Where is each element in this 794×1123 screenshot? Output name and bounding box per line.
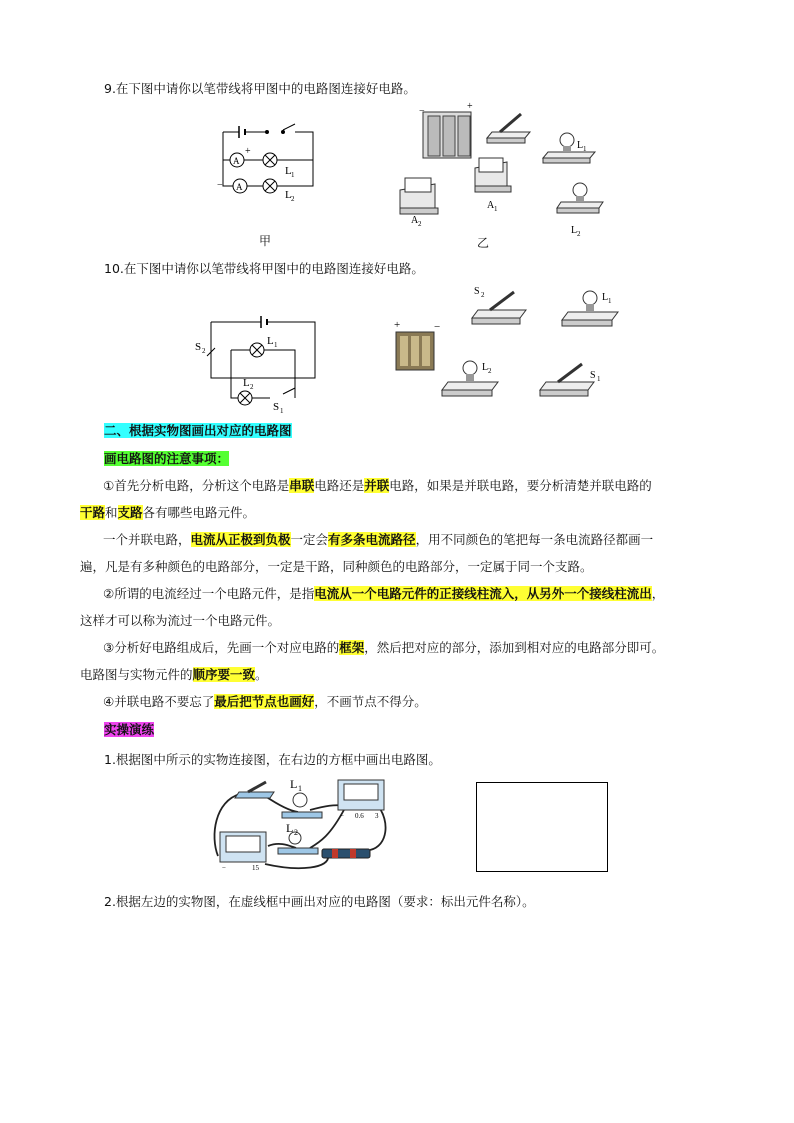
ammeter-a1-icon	[475, 158, 511, 192]
q9-circuit-diagram	[215, 118, 320, 203]
l2-label: L	[285, 189, 292, 201]
label-jia: 甲	[259, 234, 272, 248]
svg-text:+: +	[394, 319, 401, 331]
note-paragraph-3: ②所谓的电流经过一个电路元件，是指电流从一个电路元件的正接线柱流入，从另外一个接线柱流出， 这样才可以称为流过一个电路元件。	[80, 586, 665, 628]
practice-1-physical-circuit	[210, 776, 390, 872]
svg-text:S: S	[273, 401, 280, 413]
svg-text:2: 2	[202, 347, 206, 355]
practice-question-1: 1.根据图中所示的实物连接图，在右边的方框中画出电路图。	[104, 752, 441, 767]
svg-text:2: 2	[291, 195, 295, 203]
svg-text:L: L	[482, 362, 489, 373]
svg-text:L: L	[602, 292, 609, 303]
svg-text:2: 2	[418, 220, 422, 228]
battery-pack-icon	[423, 112, 471, 158]
svg-text:2: 2	[481, 291, 485, 299]
bulb-l1-icon	[543, 133, 595, 163]
svg-text:S: S	[195, 341, 202, 353]
bulb-l2-icon	[557, 183, 603, 213]
note-paragraph-4: ③分析好电路组成后，先画一个对应电路的框架，然后把对应的部分，添加到相对应的电路部分即可。 电路图与实物元件的顺序要一致。	[80, 640, 665, 682]
svg-text:−: −	[419, 106, 425, 117]
note-paragraph-5: ④并联电路不要忘了最后把节点也画好，不画节点不得分。	[103, 694, 427, 709]
svg-text:−: −	[434, 321, 441, 333]
svg-text:L: L	[267, 335, 274, 347]
bulb-l1-icon	[282, 793, 322, 818]
svg-text:2: 2	[294, 828, 298, 837]
svg-text:L: L	[571, 225, 578, 236]
minus-sign: −	[217, 180, 223, 191]
ammeter-top-icon	[338, 780, 384, 810]
svg-text:2: 2	[577, 230, 581, 238]
svg-text:2: 2	[250, 383, 254, 391]
svg-text:S: S	[590, 370, 596, 381]
practice-question-2: 2.根据左边的实物图，在虚线框中画出对应的电路图（要求：标出元件名称）。	[104, 894, 535, 909]
svg-text:1: 1	[291, 171, 295, 179]
svg-text:1: 1	[494, 205, 498, 213]
svg-text:L: L	[290, 777, 298, 791]
svg-text:3: 3	[375, 812, 379, 820]
q9-physical-components	[395, 100, 610, 240]
ammeter-a2-label: A	[236, 182, 243, 192]
svg-text:1: 1	[583, 145, 587, 153]
question-9: 9.在下图中请你以笔带线将甲图中的电路图连接好电路。	[104, 81, 416, 96]
bulb-l2-icon	[278, 832, 318, 854]
svg-text:L: L	[286, 821, 294, 835]
svg-text:15: 15	[252, 864, 259, 872]
answer-box[interactable]	[476, 782, 608, 872]
q10-physical-components	[390, 282, 620, 407]
svg-text:1: 1	[280, 407, 284, 415]
ammeter-a-label: A	[233, 156, 240, 166]
battery-icon	[396, 332, 434, 370]
svg-text:+: +	[467, 101, 473, 112]
svg-text:2: 2	[488, 367, 492, 375]
q10-circuit-diagram	[195, 308, 325, 413]
svg-text:L: L	[243, 377, 250, 389]
svg-text:1: 1	[298, 784, 302, 793]
ammeter-a2-icon	[400, 178, 438, 214]
svg-text:A: A	[411, 215, 419, 226]
plus-sign: +	[245, 146, 251, 157]
voltmeter-icon	[220, 832, 266, 862]
l1-label: L	[285, 165, 292, 177]
svg-text:−: −	[222, 864, 226, 872]
svg-text:−: −	[340, 812, 344, 820]
svg-text:1: 1	[608, 297, 612, 305]
svg-text:L: L	[577, 140, 584, 151]
switch-icon	[235, 782, 274, 798]
svg-text:0.6: 0.6	[355, 812, 364, 820]
question-10: 10.在下图中请你以笔带线将甲图中的电路图连接好电路。	[104, 261, 424, 276]
svg-text:A: A	[487, 200, 495, 211]
switch-icon	[487, 114, 530, 143]
notes-heading: 画电路图的注意事项：	[104, 451, 230, 466]
note-paragraph-2: 一个并联电路，电流从正极到负极一定会有多条电流路径，用不同颜色的笔把每一条电流路径都画一 遍，凡是有多种颜色的电路部分，一定是干路，同种颜色的电路部分，一定属于同一个支路。	[80, 532, 654, 574]
switch-s1-icon	[540, 364, 594, 396]
svg-text:1: 1	[274, 341, 278, 349]
label-yi: 乙	[477, 236, 490, 250]
practice-heading: 实操演练	[104, 722, 155, 737]
section-2-heading: 二、根据实物图画出对应的电路图	[104, 423, 292, 438]
battery-icon	[322, 849, 370, 858]
svg-text:1: 1	[597, 375, 601, 383]
svg-text:S: S	[474, 286, 480, 297]
note-paragraph-1: ①首先分析电路，分析这个电路是串联电路还是并联电路，如果是并联电路，要分析清楚并联电路的 干路和支路各有哪些电路元件。	[80, 478, 652, 520]
